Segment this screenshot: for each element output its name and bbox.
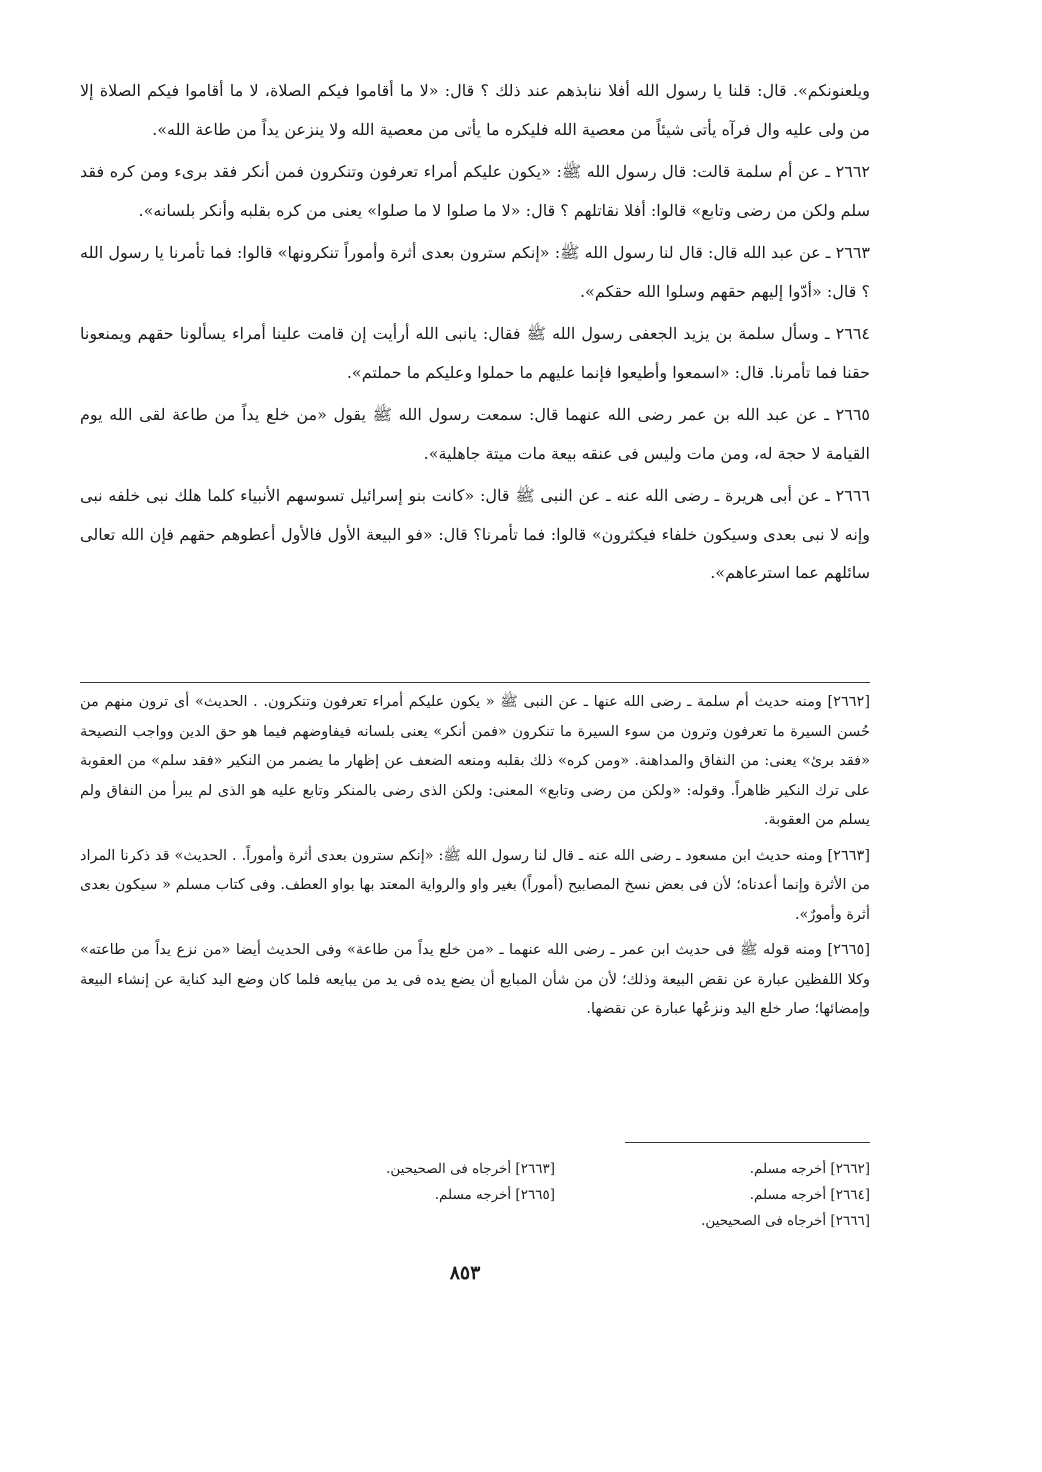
references-row: [240, 1208, 870, 1234]
hadith-paragraph-2665: ٢٦٦٥ ـ عن عبد الله بن عمر رضى الله عنهما قال: سمعت رسول الله ﷺ يقول «من خلع يداً من طاعة لقى الله يوم القيامة لا حجة له، ومن مات وليس فى عنقه بيعة مات ميتة جاهلية».: [80, 405, 871, 463]
main-commentary-divider: [80, 682, 870, 683]
commentary-section: [80, 688, 870, 1031]
commentary-paragraph-2662: [٢٦٦٢] ومنه حديث أم سلمة ـ رضى الله عنها ـ عن النبى ﷺ « يكون عليكم أمراء تعرفون وتنكرون. . الحديث» أى ترون منهم من حُسن السيرة ما تعرفون وترون من سوء السيرة ما تنكرون «فمن أنكر» يعنى بلسانه فيفاوضهم فيما هو حق الدين وواجب النصيحة «فقد برئ» يعنى: من النفاق والمداهنة. «ومن كره» ذلك بقلبه ومنعه الضعف عن إظهار ما يضمر من النكير «فقد سلم» من العقوبة على ترك النكير ظاهراً. وقوله: «ولكن من رضى وتابع» المعنى: ولكن الذى رضى بالمنكر وتابع عليه هو الذى لم يبرأ من النفاق ولم يسلم من العقوبة.: [80, 694, 870, 828]
reference-2664: [٢٦٦٤] أخرجه مسلم.: [749, 1187, 870, 1203]
reference-2666: [٢٦٦٦] أخرجاه فى الصحيحين.: [701, 1213, 870, 1229]
commentary-paragraph-2665: [٢٦٦٥] ومنه قوله ﷺ فى حديث ابن عمر ـ رضى الله عنهما ـ «من خلع يداً من طاعة» وفى الحديث أيضا «من نزع يداً من طاعته» وكلا اللفظين عبارة عن نقض البيعة وذلك؛ لأن من شأن المبايع أن يضع يده فى يد من يبايعه فلما كان وضع اليد كناية عن إنشاء البيعة وإمضائها؛ صار خلع اليد ونزعُها عبارة عن نقضها.: [80, 942, 870, 1017]
references-divider: [625, 1142, 870, 1143]
reference-2665: [٢٦٦٥] أخرجه مسلم.: [434, 1187, 555, 1203]
commentary-paragraph-2663: [٢٦٦٣] ومنه حديث ابن مسعود ـ رضى الله عنه ـ قال لنا رسول الله ﷺ: «إنكم سترون بعدى أثرة وأموراً. . الحديث» قد ذكرنا المراد من الأثرة وإنما أعدناه؛ لأن فى بعض نسخ المصابيح (أموراً) بغير واو والرواية المعتد بها بواو العطف. وفى كتاب مسلم « سيكون بعدى أثرة وأمورٌ».: [80, 847, 870, 923]
references-row: [240, 1156, 870, 1182]
hadith-paragraph-2666: ٢٦٦٦ ـ عن أبى هريرة ـ رضى الله عنه ـ عن النبى ﷺ قال: «كانت بنو إسرائيل تسوسهم الأنبياء كلما هلك نبى خلفه نبى وإنه لا نبى بعدى وسيكون خلفاء فيكثرون» قالوا: فما تأمرنا؟ قال: «فو البيعة الأول فالأول أعطوهم حقهم فإن الله تعالى سائلهم عما استرعاهم».: [80, 486, 870, 582]
reference-2662: [٢٦٦٢] أخرجه مسلم.: [749, 1161, 870, 1177]
reference-empty: [240, 1208, 555, 1234]
references-row: [240, 1182, 870, 1208]
hadith-paragraph-2663: ٢٦٦٣ ـ عن عبد الله قال: قال لنا رسول الله ﷺ: «إنكم سترون بعدى أثرة وأموراً تنكرونها» قالوا: فما تأمرنا يا رسول الله ؟ قال: «أدّوا إليهم حقهم وسلوا الله حقكم».: [80, 243, 870, 301]
reference-2663: [٢٦٦٣] أخرجاه فى الصحيحين.: [386, 1161, 555, 1177]
hadith-main-text: [80, 72, 870, 597]
hadith-paragraph-continuation: ويلعنونكم». قال: قلنا يا رسول الله أفلا ننابذهم عند ذلك ؟ قال: «لا ما أقاموا فيكم الصلاة، لا ما أقاموا فيكم الصلاة إلا من ولى عليه وال فرآه يأتى شيئاً من معصية الله فليكره ما يأتى من معصية الله ولا ينزعن يداً من طاعة الله».: [80, 81, 870, 139]
references-footnotes: [240, 1156, 870, 1234]
hadith-paragraph-2664: ٢٦٦٤ ـ وسأل سلمة بن يزيد الجعفى رسول الله ﷺ فقال: يانبى الله أرأيت إن قامت علينا أمراء يسألونا حقهم ويمنعونا حقنا فما تأمرنا. قال: «اسمعوا وأطيعوا فإنما عليهم ما حملوا وعليكم ما حملتم».: [80, 324, 870, 382]
page-number: ٨٥٣: [449, 1262, 481, 1284]
hadith-paragraph-2662: ٢٦٦٢ ـ عن أم سلمة قالت: قال رسول الله ﷺ: «يكون عليكم أمراء تعرفون وتنكرون فمن أنكر فقد برىء ومن كره فقد سلم ولكن من رضى وتابع» قالوا: أفلا نقاتلهم ؟ قال: «لا ما صلوا لا ما صلوا» يعنى من كره بقلبه وأنكر بلسانه».: [80, 162, 870, 220]
